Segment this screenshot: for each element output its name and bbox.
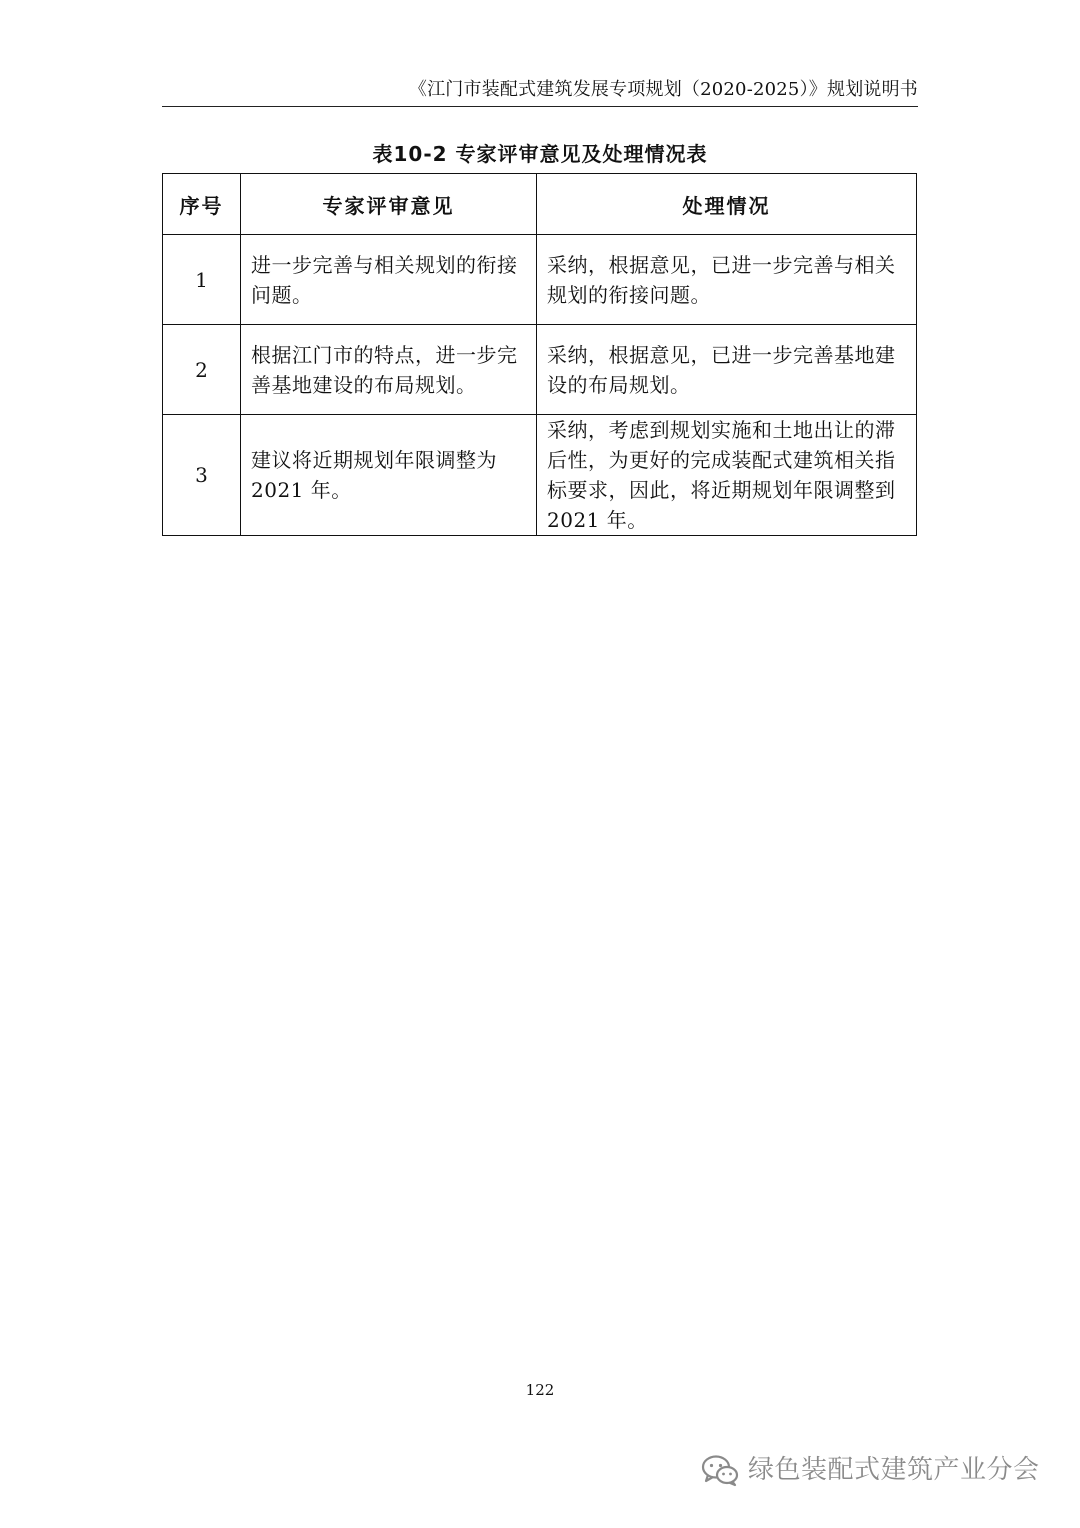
- table-caption: 表10-2 专家评审意见及处理情况表: [372, 142, 708, 166]
- row-handling: 采纳，根据意见，已进一步完善与相关规划的衔接问题。: [537, 235, 917, 325]
- row-opinion: 建议将近期规划年限调整为 2021 年。: [241, 415, 537, 536]
- row-opinion: 根据江门市的特点，进一步完善基地建设的布局规划。: [241, 325, 537, 415]
- row-handling: 采纳，考虑到规划实施和土地出让的滞后性，为更好的完成装配式建筑相关指标要求，因此，将近期规划年限调整到 2021 年。: [537, 415, 917, 536]
- table-row: [163, 415, 917, 536]
- row-number: 1: [163, 235, 241, 325]
- expert-review-table: [162, 173, 917, 536]
- row-opinion: 进一步完善与相关规划的衔接问题。: [241, 235, 537, 325]
- header-divider: [162, 106, 918, 107]
- table-header-row: [163, 174, 917, 235]
- table-row: [163, 235, 917, 325]
- column-header-number: 序号: [163, 174, 241, 235]
- table-row: [163, 325, 917, 415]
- watermark: [700, 1452, 1040, 1488]
- document-header-title: 《江门市装配式建筑发展专项规划（2020-2025）》规划说明书: [408, 79, 918, 100]
- row-handling: 采纳，根据意见，已进一步完善基地建设的布局规划。: [537, 325, 917, 415]
- wechat-icon: [700, 1453, 740, 1487]
- page-number: 122: [525, 1381, 555, 1399]
- row-number: 2: [163, 325, 241, 415]
- watermark-text: 绿色装配式建筑产业分会: [748, 1455, 1040, 1485]
- column-header-opinion: 专家评审意见: [241, 174, 537, 235]
- row-number: 3: [163, 415, 241, 536]
- column-header-handling: 处理情况: [537, 174, 917, 235]
